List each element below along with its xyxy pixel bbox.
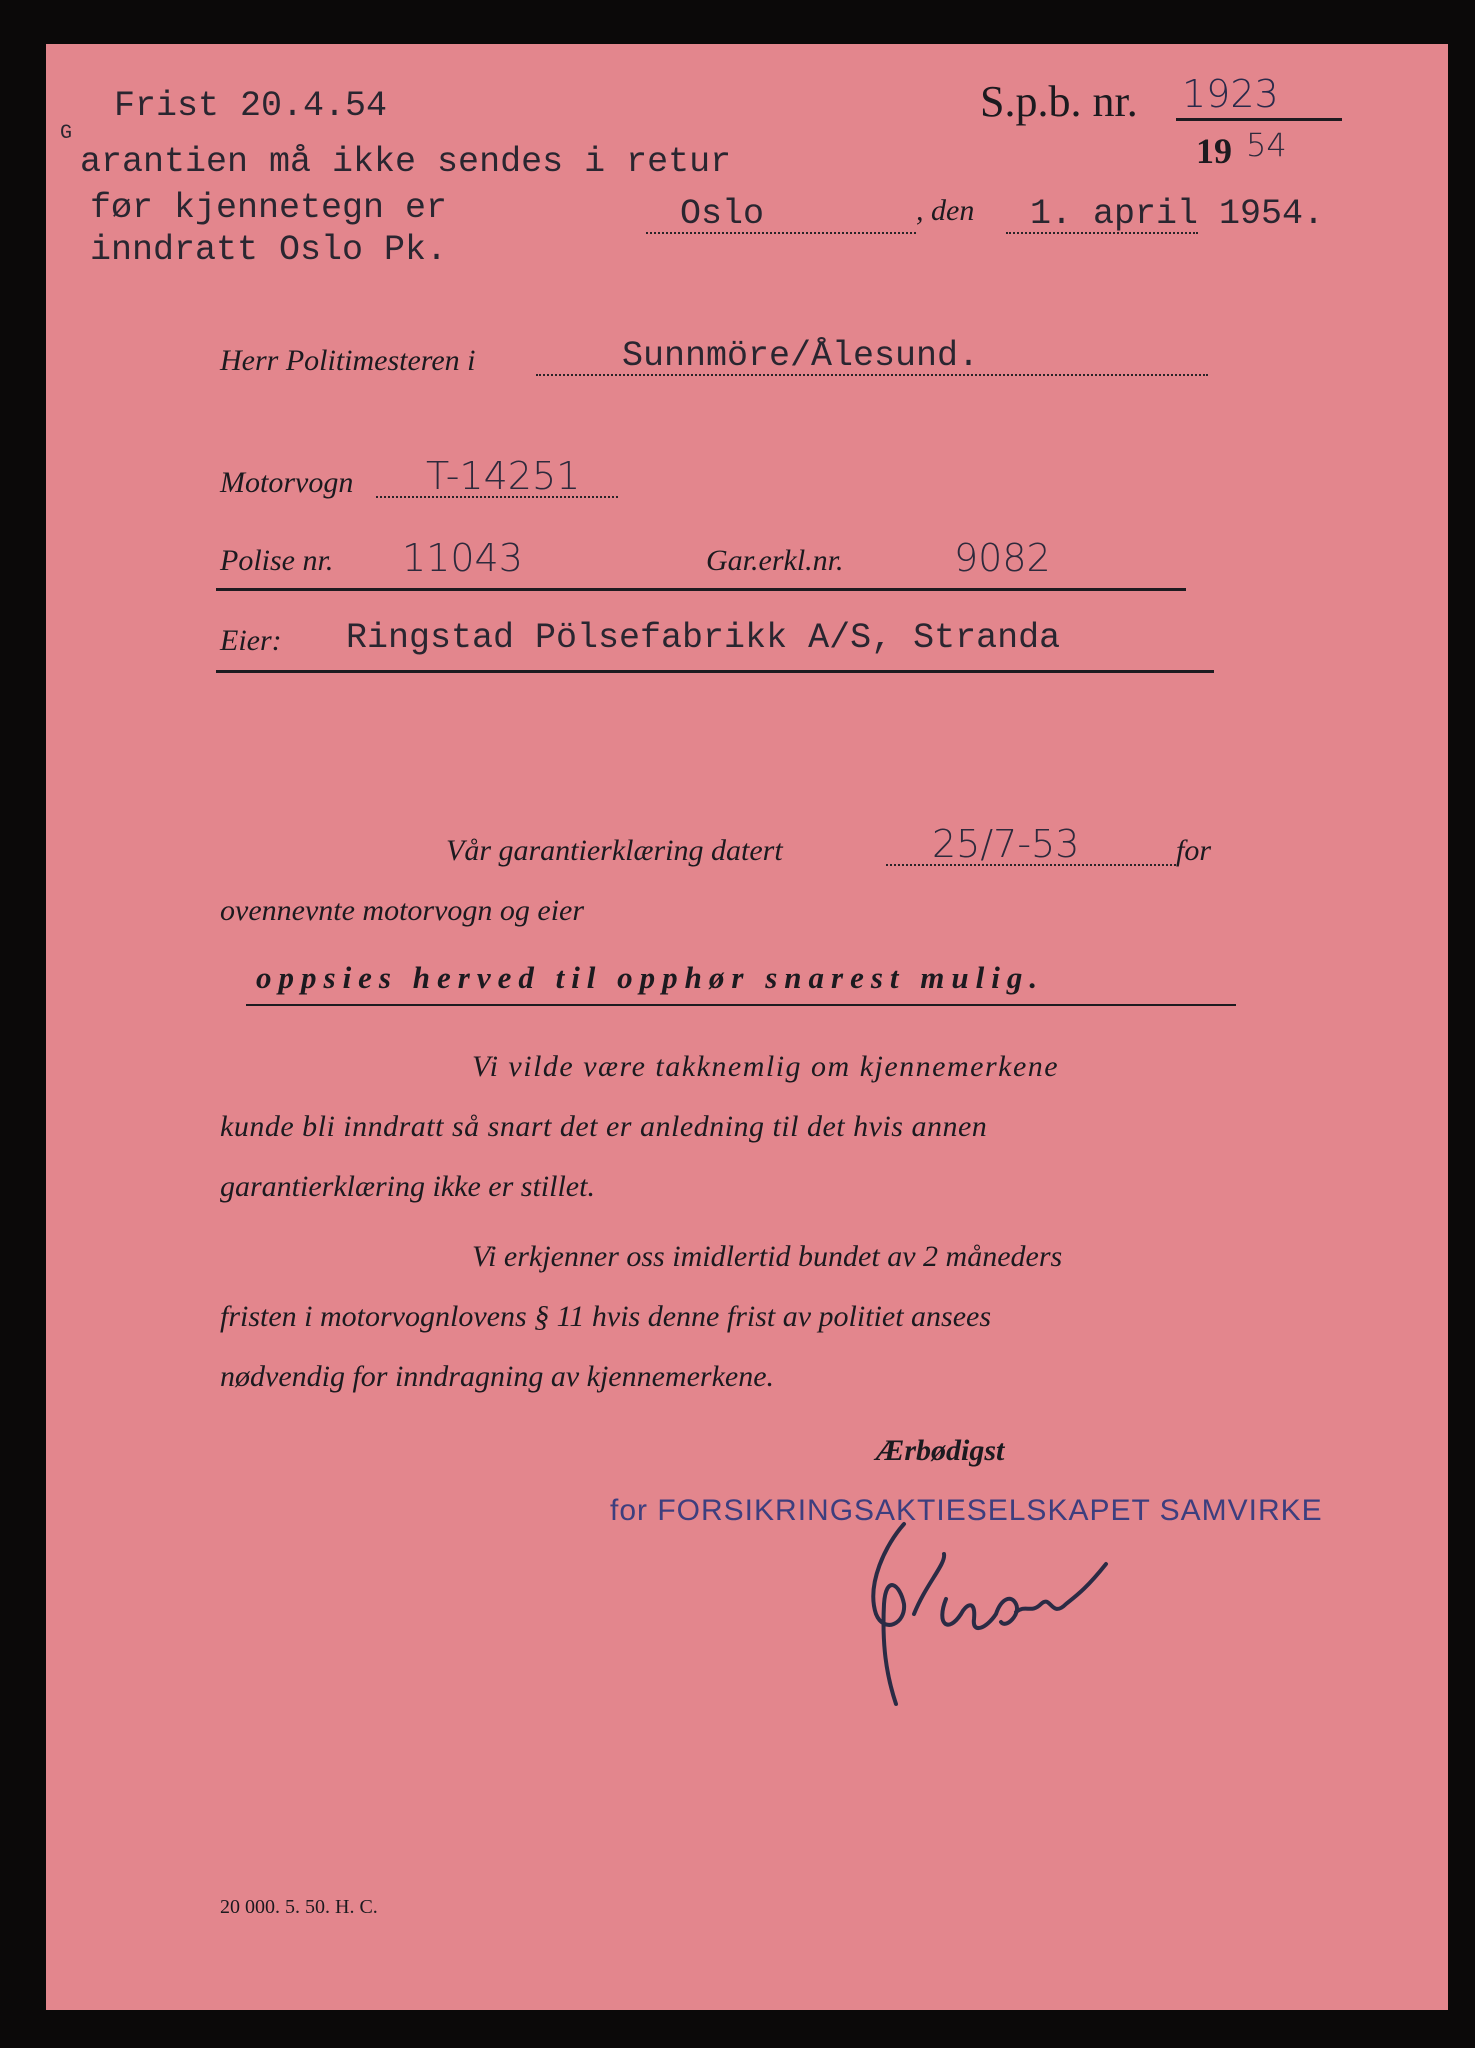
para2-line-2: kunde bli inndratt så snart det er anledning til det hvis annen [220,1110,988,1143]
policy-label: Polise nr. [220,544,334,577]
policy-rule [216,588,1186,591]
para2-line-3: garantierklæring ikke er stillet. [220,1170,595,1203]
note-initial-g: G [60,122,73,145]
vehicle-value: T-14251 [426,454,581,498]
spb-fraction-line [1176,118,1342,121]
vehicle-label: Motorvogn [220,466,354,499]
body-line-2: ovennevnte motorvogn og eier [220,894,585,927]
body-line-1-suffix: for [1176,834,1212,867]
owner-label: Eier: [220,624,282,657]
owner-rule [216,670,1214,673]
owner-value: Ringstad Pölsefabrikk A/S, Stranda [346,618,1061,658]
body-line-1-prefix: Vår garantierklæring datert [446,834,783,867]
para2-line-1: Vi vilde være takknemlig om kjennemerkene [472,1050,1060,1083]
note-line-1: arantien må ikke sendes i retur [80,142,732,182]
print-code: 20 000. 5. 50. H. C. [220,1896,378,1918]
date-label: , den [916,194,975,227]
date-value: 1. april 1954. [1030,194,1325,234]
recipient-label: Herr Politimesteren i [220,344,476,377]
deadline-note: Frist 20.4.54 [114,86,388,126]
spb-year-printed: 19 [1196,131,1232,171]
recipient-value: Sunnmöre/Ålesund. [622,336,980,376]
termination-notice: oppsies herved til opphør snarest mulig. [256,960,1045,995]
salutation: Ærbødigst [876,1434,1005,1467]
para3-line-2: fristen i motorvognlovens § 11 hvis denne frist av politiet ansees [220,1300,992,1333]
dated-field [886,820,1176,866]
termination-underline [246,1004,1236,1006]
guarantee-value: 9082 [954,536,1051,580]
para3-line-1: Vi erkjenner oss imidlertid bundet av 2 måneders [472,1240,1063,1273]
spb-label: S.p.b. nr. [980,77,1138,126]
note-line-3: inndratt Oslo Pk. [90,230,448,270]
signature [826,1504,1186,1724]
place-value: Oslo [680,194,765,234]
spb-number: 1923 [1182,72,1279,116]
place-field [646,190,916,234]
guarantee-label: Gar.erkl.nr. [706,544,844,577]
vehicle-field [376,452,618,498]
document-sheet [46,44,1448,2010]
recipient-field [536,330,1208,376]
policy-value: 11043 [402,536,523,580]
note-line-2: før kjennetegn er [90,188,448,228]
spb-year-hand: 54 [1246,126,1287,164]
para3-line-3: nødvendig for inndragning av kjennemerkene. [220,1360,775,1393]
company-stamp: for FORSIKRINGSAKTIESELSKAPET SAMVIRKE [610,1494,1323,1527]
dated-value: 25/7-53 [932,822,1080,866]
